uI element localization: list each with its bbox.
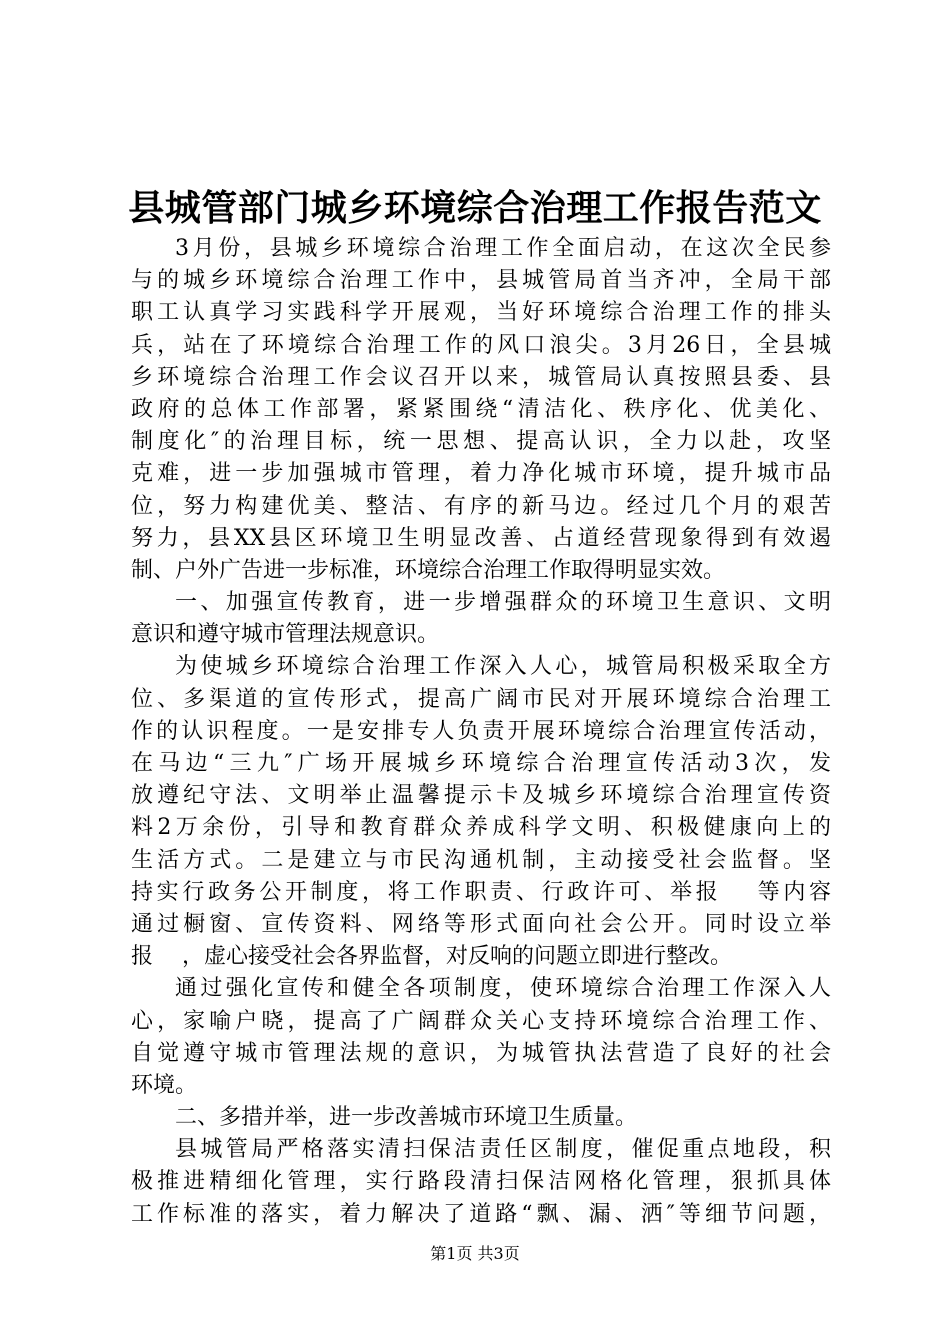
text-line: 乡环境综合治理工作会议召开以来，城管局认真按照县委、县 <box>131 364 831 390</box>
text-line: 生活方式。二是建立与市民沟通机制，主动接受社会监督。坚 <box>131 847 831 873</box>
text-line: 兵，站在了环境综合治理工作的风口浪尖。3月26日，全县城 <box>131 332 831 358</box>
text-line: 工作标准的落实，着力解决了道路“飘、漏、洒″等细节问题， <box>131 1201 831 1227</box>
text-line: 3月份，县城乡环境综合治理工作全面启动，在这次全民参 <box>175 236 831 261</box>
text-line: 位、多渠道的宣传形式，提高广阔市民对开展环境综合治理工 <box>131 686 831 712</box>
text-line: 位，努力构建优美、整洁、有序的新马边。经过几个月的艰苦 <box>131 493 831 519</box>
text-line: 意识和遵守城市管理法规意识。 <box>131 622 440 648</box>
text-line: 二、多措并举，进一步改善城市环境卫生质量。 <box>175 1105 638 1131</box>
text-line: 作的认识程度。一是安排专人负责开展环境综合治理宣传活动， <box>131 718 831 744</box>
text-line: 心，家喻户晓，提高了广阔群众关心支持环境综合治理工作、 <box>131 1008 831 1034</box>
text-line: 与的城乡环境综合治理工作中，县城管局首当齐冲，全局干部 <box>131 268 831 294</box>
text-line: 职工认真学习实践科学开展观，当好环境综合治理工作的排头 <box>131 300 831 326</box>
text-line: 克难，进一步加强城市管理，着力净化城市环境，提升城市品 <box>131 461 831 487</box>
document-body <box>131 233 831 1231</box>
text-line: 为使城乡环境综合治理工作深入人心，城管局积极采取全方 <box>175 654 831 680</box>
text-line: 放遵纪守法、文明举止温馨提示卡及城乡环境综合治理宣传资 <box>131 783 831 809</box>
text-line: 料2万余份，引导和教育群众养成科学文明、积极健康向上的 <box>131 815 831 841</box>
text-line: 在马边“三九″广场开展城乡环境综合治理宣传活动3次，发 <box>131 751 831 776</box>
text-line: 努力，县XX县区环境卫生明显改善、占道经营现象得到有效遏 <box>131 525 831 551</box>
text-line: 一、加强宣传教育，进一步增强群众的环境卫生意识、文明 <box>175 590 831 616</box>
text-line: 持实行政务公开制度，将工作职责、行政许可、举报 等内容 <box>131 879 831 905</box>
text-line: 制度化″的治理目标，统一思想、提高认识，全力以赴，攻坚 <box>131 429 831 455</box>
text-line: 制、户外广告进一步标准，环境综合治理工作取得明显实效。 <box>131 557 726 583</box>
text-line: 极推进精细化管理，实行路段清扫保洁网格化管理，狠抓具体 <box>131 1169 831 1195</box>
text-line: 自觉遵守城市管理法规的意识，为城管执法营造了良好的社会 <box>131 1040 831 1066</box>
text-line: 报 ，虚心接受社会各界监督，对反响的问题立即进行整改。 <box>131 944 732 970</box>
text-line: 环境。 <box>131 1072 198 1098</box>
text-line: 政府的总体工作部署，紧紧围绕“清洁化、秩序化、优美化、 <box>131 396 831 422</box>
document-title: 县城管部门城乡环境综合治理工作报告范文 <box>128 188 822 229</box>
text-line: 通过橱窗、宣传资料、网络等形式面向社会公开。同时设立举 <box>131 911 831 937</box>
text-line: 通过强化宣传和健全各项制度，使环境综合治理工作深入人 <box>175 976 831 1002</box>
page-footer: 第1页 共3页 <box>430 1244 520 1263</box>
text-line: 县城管局严格落实清扫保洁责任区制度，催促重点地段，积 <box>175 1137 831 1163</box>
